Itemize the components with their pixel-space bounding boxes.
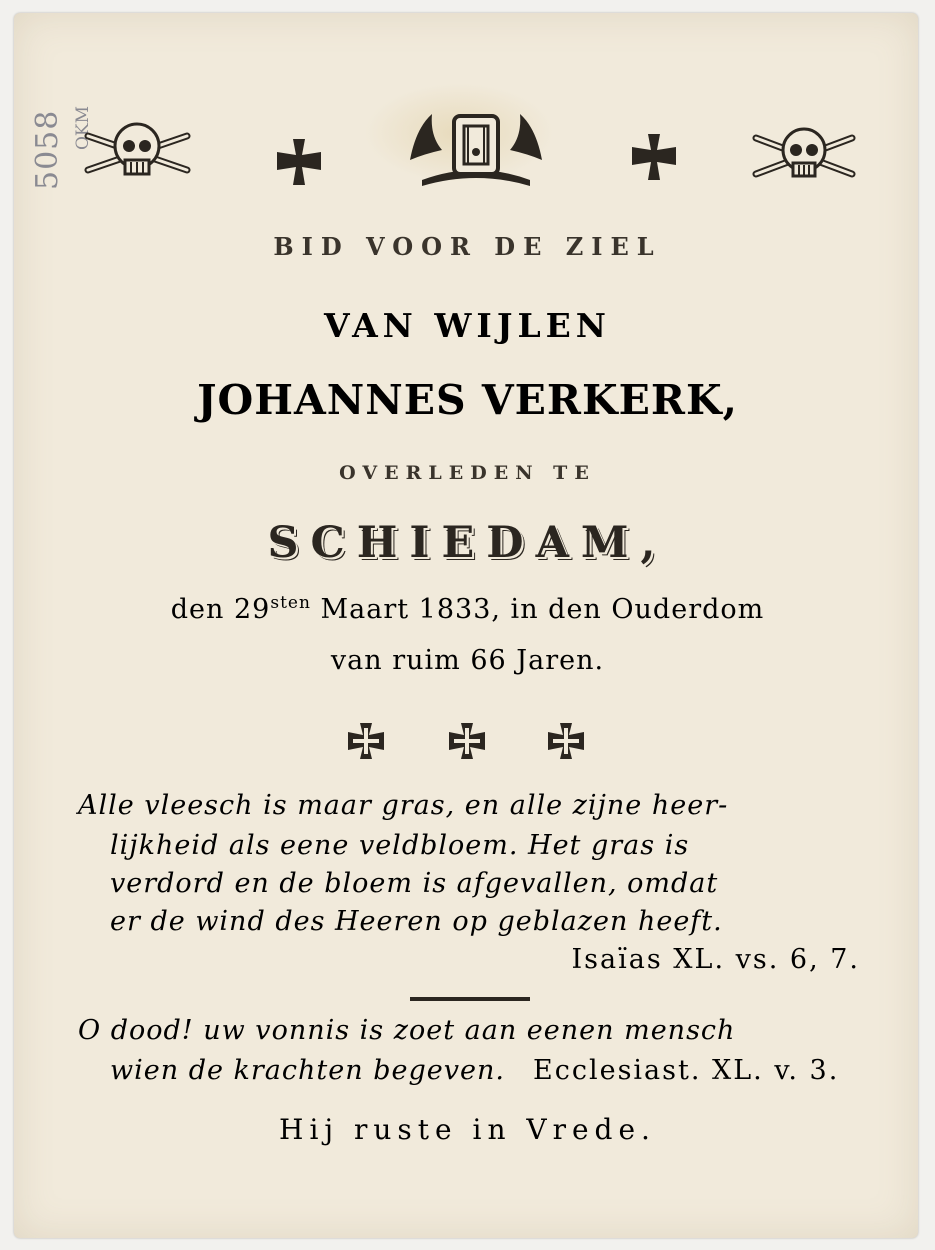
verse-line: Alle vleesch is maar gras, en alle zijne heer- [78, 790, 729, 821]
skull-crossbones-icon [748, 120, 860, 185]
verse-line: wien de krachten begeven. [110, 1055, 505, 1086]
date-rest: Maart 1833, in den Ouderdom [310, 594, 765, 625]
cross-icon [347, 722, 385, 760]
verse-reference: Ecclesiast. XL. v. 3. [533, 1055, 840, 1086]
date-suffix: sten [270, 593, 311, 613]
divider [410, 997, 530, 1001]
line-pray-for-soul: BID VOOR DE ZIEL [273, 232, 662, 261]
line-van-wijlen: VAN WIJLEN [324, 306, 611, 345]
cross-icon [630, 132, 678, 182]
age-at-death: van ruim 66 Jaren. [330, 645, 605, 676]
skull-crossbones-icon [80, 118, 195, 183]
date-of-death [0, 593, 935, 625]
verse-line: O dood! uw vonnis is zoet aan eenen mensch [78, 1015, 736, 1046]
closing-line: Hij ruste in Vrede. [279, 1113, 656, 1146]
deceased-name: JOHANNES VERKERK, [197, 376, 738, 424]
reliquary-icon [402, 110, 550, 190]
verse-line: er de wind des Heeren op geblazen heeft. [110, 906, 723, 937]
line-overleden-te: OVERLEDEN TE [339, 462, 596, 484]
verse-reference: Isaïas XL. vs. 6, 7. [571, 944, 860, 975]
place-of-death: SCHIEDAM, [267, 518, 668, 568]
verse-line: verdord en de bloem is afgevallen, omdat [110, 868, 719, 899]
inventory-prefix: OKM [73, 105, 93, 150]
inventory-number: 5058 [30, 109, 65, 190]
cross-icon [448, 722, 486, 760]
cross-icon [547, 722, 585, 760]
date-day: den 29 [170, 594, 271, 625]
cross-icon [275, 137, 323, 187]
verse-line: lijkheid als eene veldbloem. Het gras is [110, 830, 690, 861]
